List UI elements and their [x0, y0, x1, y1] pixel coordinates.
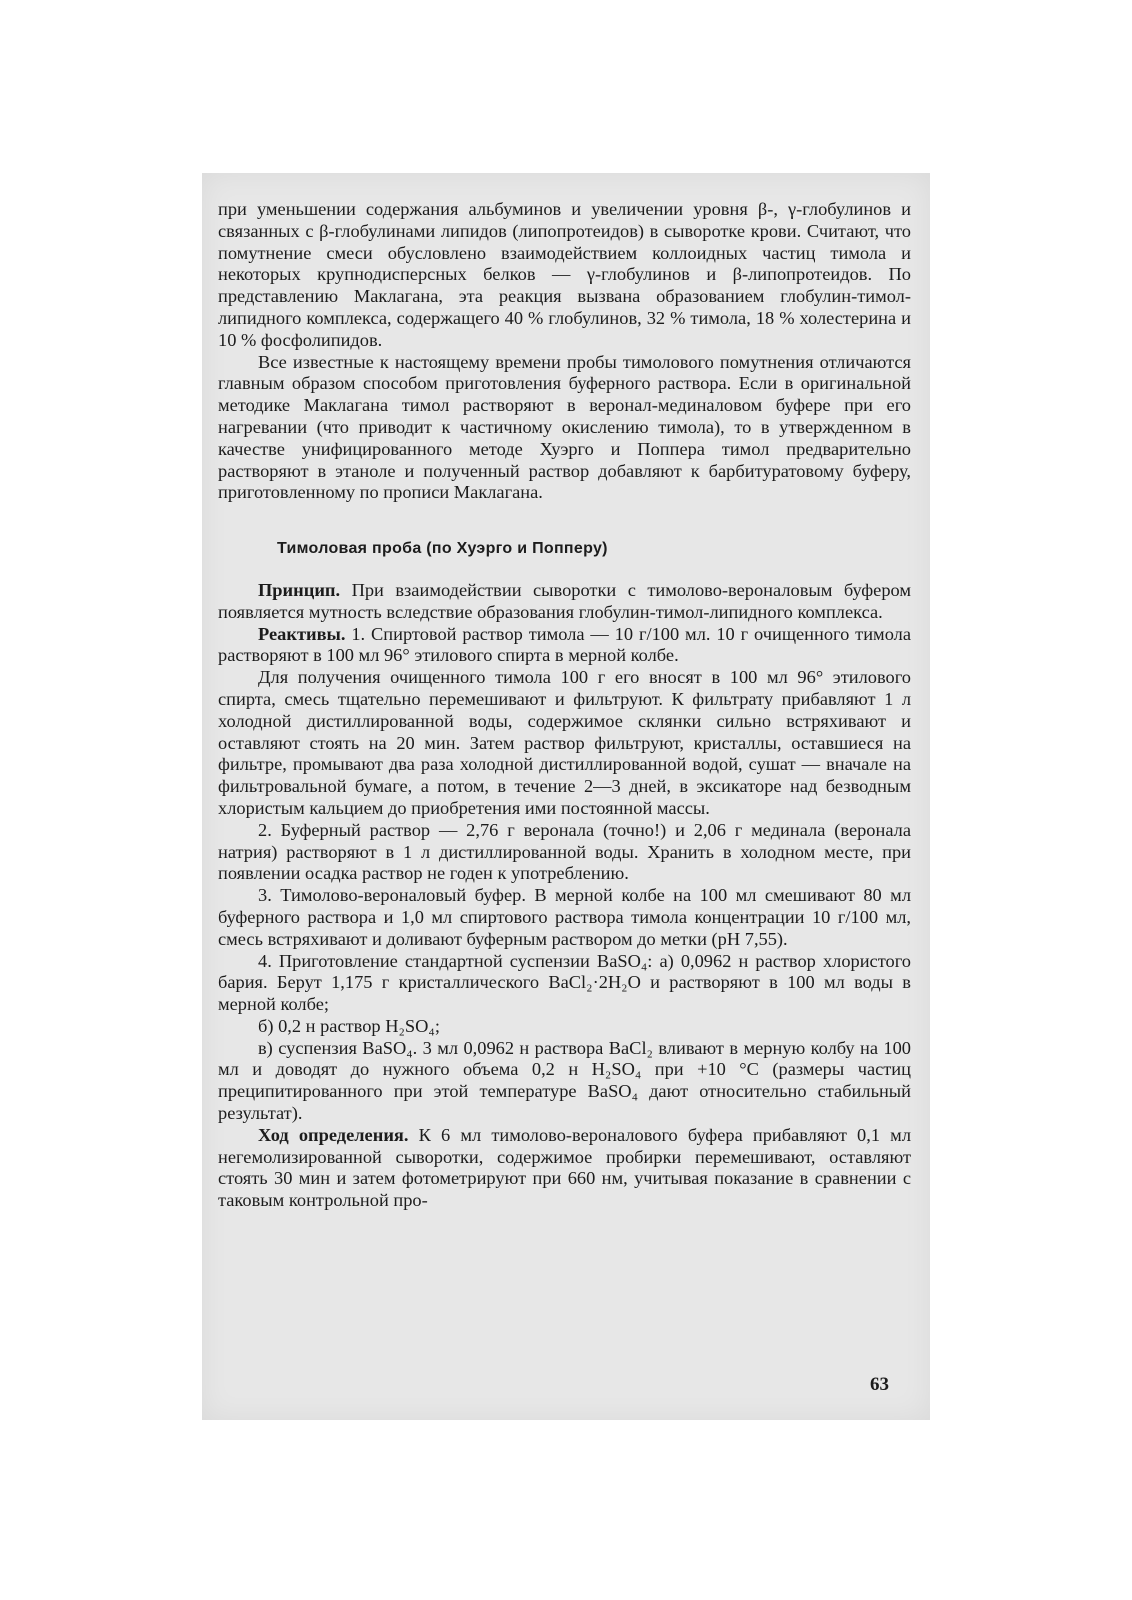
paragraph-buffer: 2. Буферный раствор — 2,76 г веронала (точно!) и 2,06 г мединала (веронала натрия) растворяют в 1 л дистиллированной воды. Хранить в холодном месте, при появлении осадка раствор не годен к употреблению. [218, 819, 911, 884]
paragraph-reagents [218, 624, 911, 668]
reagents-label: Реактивы. [258, 623, 346, 644]
section-heading: Тимоловая проба (по Хуэрго и Попперу) [277, 540, 608, 558]
paragraph-principle [218, 580, 911, 624]
reagents-text: 1. Спиртовой раствор тимола — 10 г/100 мл. 10 г очищенного тимола растворяют в 100 мл 96° этилового спирта в мерной колбе. [218, 623, 911, 666]
principle-label: Принцип. [258, 579, 341, 600]
paragraph-thymol-buffer: 3. Тимолово-вероналовый буфер. В мерной колбе на 100 мл смешивают 80 мл буферного раствора и 1,0 мл спиртового раствора тимола концентрации 10 г/100 мл, смесь встряхивают и доливают буферным раствором до метки (рН 7,55). [218, 885, 911, 949]
paragraph-continuation: при уменьшении содержания альбуминов и увеличении уровня β-, γ-глобулинов и связанных с β-глобулинами липидов (липопротеидов) в сыворотке крови. Считают, что помутнение смеси обусловлено взаимодействием коллоидных частиц тимола и некоторых крупнодисперсных белков — γ-глобулинов и β-липопротеидов. По представлению Маклагана, эта реакция вызвана образованием глобулин-тимол-липидного комплекса, содержащего 40 % глобулинов, 32 % тимола, 18 % холестерина и 10 % фосфолипидов. [218, 199, 911, 350]
paragraph-methods: Все известные к настоящему времени пробы тимолового помутнения отличаются главным образом способом приготовления буферного раствора. Если в оригинальной методике Маклагана тимол растворяют в веронал-мединаловом буфере при его нагревании (что приводит к частичному окислению тимола), то в утвержденном в качестве унифицированного методе Хуэрго и Поппера тимол предварительно растворяют в этаноле и полученный раствор добавляют к барбитуратовому буферу, приготовленному по прописи Маклагана. [218, 351, 911, 503]
page-number: 63 [870, 1374, 889, 1395]
procedure-label: Ход определения. [258, 1124, 409, 1145]
principle-text: При взаимодействии сыворотки с тимолово-вероналовым буфером появляется мутность вследствие образования глобулин-тимол-липидного комплекса. [218, 579, 911, 622]
paragraph-procedure [218, 1125, 911, 1212]
page-body [218, 199, 911, 1212]
paragraph-purification: Для получения очищенного тимола 100 г его вносят в 100 мл 96° этилового спирта, смесь тщательно перемешивают и фильтруют. К фильтрату прибавляют 1 л холодной дистиллированной воды, содержимое склянки сильно встряхивают и оставляют стоять на 20 мин. Затем раствор фильтруют, кристаллы, оставшиеся на фильтре, промывают два раза холодной дистиллированной водой, сушат — вначале на фильтровальной бумаге, а потом, в течение 2—3 дней, в эксикаторе над безводным хлористым кальцием до приобретения ими постоянной массы. [218, 667, 911, 818]
paragraph-baso4: 4. Приготовление стандартной суспензии BaSO₄: а) 0,0962 н раствор хлористого бария. Берут 1,175 г кристаллического BaCl₂·2H₂O и растворяют в 100 мл воды в мерной колбе; [218, 950, 911, 1015]
procedure-text: К 6 мл тимолово-вероналового буфера прибавляют 0,1 мл негемолизированной сыворотки, содержимое пробирки перемешивают, оставляют стоять 30 мин и затем фотометрируют при 660 нм, учитывая показание в сравнении с таковым контрольной про- [218, 1124, 911, 1211]
paragraph-item-b: б) 0,2 н раствор H₂SO₄; [258, 1015, 440, 1036]
paragraph-item-v: в) суспензия BaSO₄. 3 мл 0,0962 н раствора BaCl₂ вливают в мерную колбу на 100 мл и доводят до нужного объема 0,2 н H₂SO₄ при +10 °C (размеры частиц преципитированного при этой температуре BaSO₄ дают относительно стабильный результат). [218, 1037, 911, 1124]
